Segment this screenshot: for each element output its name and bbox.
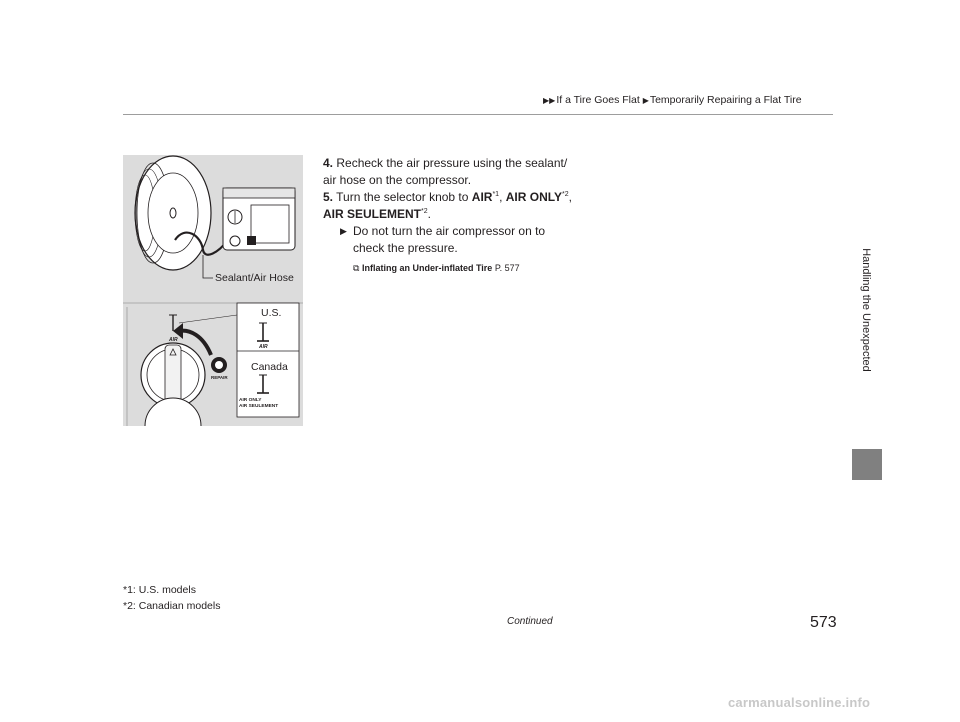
region-us-label: U.S. (261, 307, 282, 319)
option-air-only: AIR ONLY (505, 190, 562, 204)
watermark: carmanualsonline.info (728, 695, 871, 710)
instruction-steps (323, 155, 578, 277)
footnote-ref: *2 (421, 208, 428, 215)
note-text: Do not turn the air compressor on to check the pressure. (353, 224, 546, 255)
canada-air-seulement-label: AIR SEULEMENT (239, 404, 279, 409)
option-air: AIR (471, 190, 493, 204)
repair-icon (211, 357, 227, 373)
reference-title[interactable]: Inflating an Under-inflated Tire (361, 263, 493, 273)
footnote-1: *1: U.S. models (123, 584, 196, 596)
dial-repair-label: REPAIR (211, 375, 228, 380)
arrow-icon: ▶ (340, 226, 347, 236)
breadcrumb-item[interactable]: Temporarily Repairing a Flat Tire (649, 94, 802, 106)
option-air-seulement: AIR SEULEMENT (323, 207, 422, 221)
step-number: 4. (323, 156, 334, 170)
illustration-panel (123, 155, 303, 426)
section-label: Handling the Unexpected (860, 248, 872, 372)
step-text: Recheck the air pressure using the sealant/ air hose on the compressor. (323, 156, 568, 187)
page-number: 573 (810, 614, 837, 631)
step-4 (323, 155, 578, 189)
reference-icon: ⧉ (353, 263, 360, 273)
step-5-note (323, 223, 578, 257)
step-number: 5. (323, 190, 334, 204)
region-canada-label: Canada (251, 361, 288, 373)
step-text: Turn the selector knob to (336, 190, 472, 204)
compressor-illustration (123, 155, 303, 426)
tire-icon (135, 156, 211, 270)
breadcrumb (543, 94, 802, 106)
selector-knob-icon (141, 343, 205, 426)
continued-label: Continued (507, 616, 553, 627)
hose-callout: Sealant/Air Hose (215, 272, 294, 284)
section-tab[interactable] (852, 449, 882, 480)
dial-air-label: AIR (169, 337, 178, 343)
breadcrumb-item[interactable]: If a Tire Goes Flat (556, 94, 640, 106)
footnote-2: *2: Canadian models (123, 600, 221, 612)
footnote-ref: *2 (561, 191, 569, 198)
compressor-icon (223, 188, 295, 250)
reference-page[interactable]: P. 577 (494, 263, 520, 273)
double-arrow-icon: ▶▶ (543, 96, 556, 105)
us-air-label: AIR (259, 344, 268, 350)
arrow-icon: ▶ (642, 96, 649, 105)
step-5: 5. Turn the selector knob to AIR$^{*1}$, AIR ONLY$^{*2}$, AIR SEULEMENT$^{*2}$. (323, 190, 572, 221)
cross-reference[interactable] (323, 260, 578, 277)
footnote-ref: *1 (492, 191, 500, 198)
canada-air-only-label: AIR ONLY (239, 398, 262, 403)
header-divider (123, 114, 833, 115)
